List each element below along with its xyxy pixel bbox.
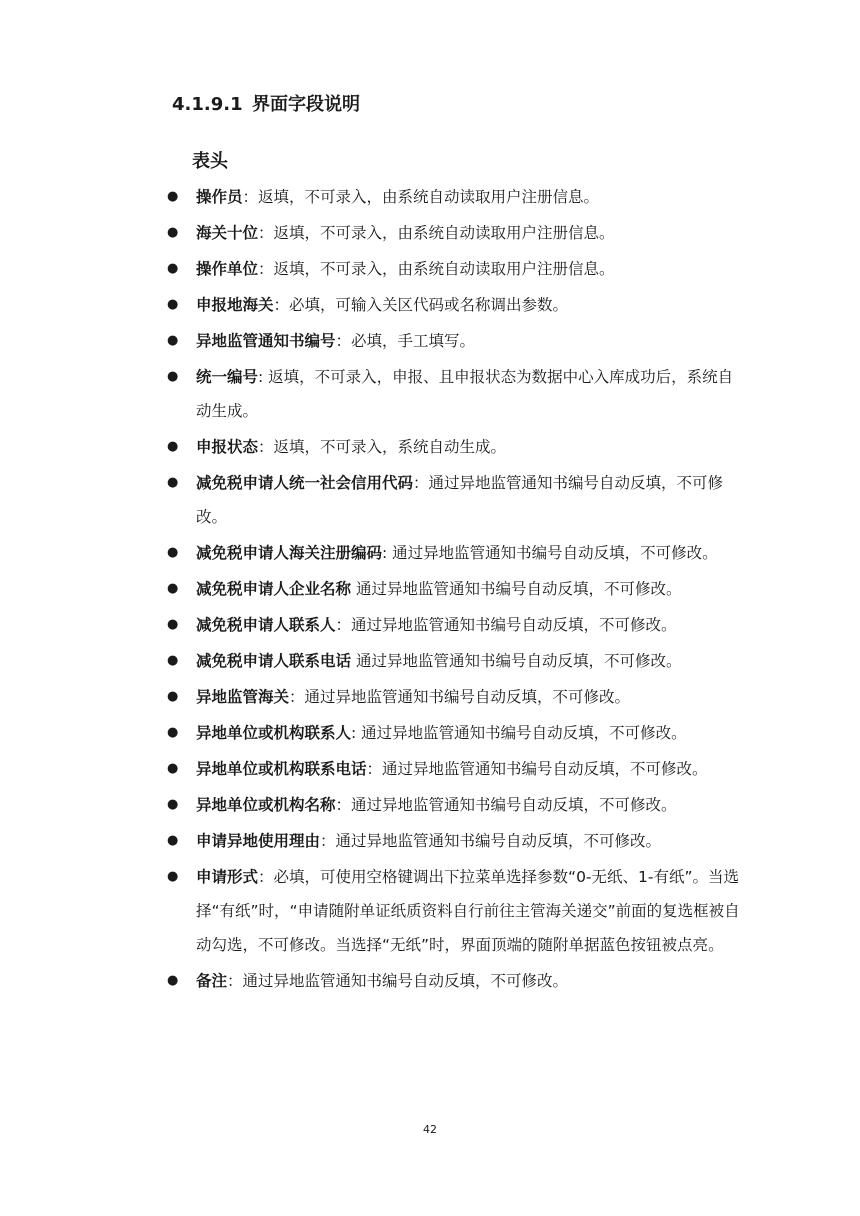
list-item (167, 252, 741, 286)
bullet-icon: ● (167, 261, 179, 276)
field-description: 通过异地监管通知书编号自动反填，不可修改。 (242, 972, 569, 990)
field-label: 异地监管海关 (196, 688, 290, 706)
list-item (167, 216, 741, 250)
field-label: 异地监管通知书编号 (196, 332, 336, 350)
field-description: 通过异地监管通知书编号自动反填，不可修改。 (355, 580, 682, 598)
field-separator: ： (258, 260, 274, 278)
bullet-icon: ● (167, 617, 179, 632)
field-separator: ： (335, 332, 352, 350)
field-description: 通过异地监管通知书编号自动反填，不可修改。 (304, 688, 631, 706)
bullet-icon: ● (167, 545, 179, 560)
field-separator: ： (413, 474, 429, 492)
list-item (167, 360, 741, 428)
subheading: 表头 (192, 151, 228, 172)
field-description: 通过异地监管通知书编号自动反填，不可修改。 (351, 616, 677, 634)
list-item (167, 964, 741, 998)
bullet-icon: ● (167, 439, 179, 454)
list-item (167, 180, 741, 214)
field-label: 统一编号 (196, 368, 259, 386)
list-item (167, 860, 741, 962)
field-label: 海关十位 (196, 224, 259, 242)
bullet-icon: ● (167, 297, 179, 312)
field-label: 减免税申请人企业名称 (196, 580, 352, 598)
field-description: 通过异地监管通知书编号自动反填，不可修改。 (382, 760, 708, 778)
bullet-icon: ● (167, 189, 179, 204)
bullet-icon: ● (167, 581, 179, 596)
field-label: 减免税申请人联系电话 (196, 652, 352, 670)
field-description: 通过异地监管通知书编号自动反填，不可修改。 (355, 652, 682, 670)
field-separator: : (382, 544, 393, 562)
bullet-icon: ● (167, 761, 179, 776)
field-separator: ： (289, 688, 305, 706)
field-separator: ： (366, 760, 383, 778)
field-description: 返填，不可录入，由系统自动读取用户注册信息。 (273, 224, 615, 242)
field-description: 返填，不可录入，由系统自动读取用户注册信息。 (273, 260, 615, 278)
field-separator: : (258, 368, 269, 386)
field-separator: ： (335, 616, 352, 634)
field-label: 操作单位 (196, 260, 259, 278)
field-description: 必填，可使用空格键调出下拉菜单选择参数“0-无纸、1-有纸”。当选择“有纸”时，“申请随附单证纸质资料自行前往主管海关递交”前面的复选框被自动勾选，不可修改。当选择“无纸”时，界面顶端的随附单据蓝色按钮被点亮。 (196, 868, 740, 954)
field-label: 减免税申请人联系人 (196, 616, 336, 634)
list-item (167, 788, 741, 822)
field-label: 减免税申请人统一社会信用代码 (196, 474, 414, 492)
bullet-icon: ● (167, 833, 179, 848)
list-item (167, 572, 741, 606)
field-separator: ： (335, 796, 352, 814)
field-description: 通过异地监管通知书编号自动反填，不可修改。 (351, 796, 677, 814)
field-description: 通过异地监管通知书编号自动反填，不可修改。 (196, 474, 724, 526)
bullet-icon: ● (167, 725, 179, 740)
field-label: 异地单位或机构联系电话 (196, 760, 367, 778)
section-heading (172, 90, 360, 116)
field-description: 必填，可输入关区代码或名称调出参数。 (289, 296, 569, 314)
field-separator: ： (258, 438, 274, 456)
bullet-icon: ● (167, 475, 179, 490)
bullet-icon: ● (167, 225, 179, 240)
field-label: 申请异地使用理由 (196, 832, 321, 850)
field-list (0, 180, 860, 1000)
field-separator: ： (258, 224, 274, 242)
field-label: 申报状态 (196, 438, 259, 456)
field-label: 异地单位或机构联系人 (196, 724, 352, 742)
list-item (167, 680, 741, 714)
field-label: 备注 (196, 972, 228, 990)
list-item (167, 536, 741, 570)
bullet-icon: ● (167, 869, 179, 884)
field-description: 返填，不可录入，系统自动生成。 (273, 438, 507, 456)
bullet-icon: ● (167, 689, 179, 704)
section-number: 4.1.9.1 (172, 94, 243, 115)
field-separator: ： (242, 188, 259, 206)
field-label: 申报地海关 (196, 296, 274, 314)
list-item (167, 288, 741, 322)
field-description: 通过异地监管通知书编号自动反填，不可修改。 (361, 724, 687, 742)
field-separator: ： (258, 868, 274, 886)
list-item (167, 430, 741, 464)
field-description: 通过异地监管通知书编号自动反填，不可修改。 (392, 544, 718, 562)
list-item (167, 608, 741, 642)
bullet-icon: ● (167, 369, 179, 384)
field-description: 通过异地监管通知书编号自动反填，不可修改。 (335, 832, 662, 850)
bullet-icon: ● (167, 333, 179, 348)
page-number: 42 (423, 1123, 437, 1136)
list-item (167, 752, 741, 786)
field-separator: ： (320, 832, 336, 850)
bullet-icon: ● (167, 653, 179, 668)
list-item (167, 466, 741, 534)
section-title: 界面字段说明 (252, 94, 360, 115)
field-description: 必填，手工填写。 (351, 332, 476, 350)
field-separator: ： (273, 296, 290, 314)
field-separator: ： (227, 972, 243, 990)
bullet-icon: ● (167, 973, 179, 988)
list-item (167, 716, 741, 750)
list-item (167, 824, 741, 858)
list-item (167, 644, 741, 678)
field-description: 返填，不可录入，由系统自动读取用户注册信息。 (258, 188, 600, 206)
field-label: 操作员 (196, 188, 243, 206)
field-label: 减免税申请人海关注册编码 (196, 544, 383, 562)
field-separator: : (351, 724, 362, 742)
bullet-icon: ● (167, 797, 179, 812)
field-description: 返填，不可录入，申报、且申报状态为数据中心入库成功后，系统自动生成。 (196, 368, 734, 420)
list-item (167, 324, 741, 358)
field-label: 申请形式 (196, 868, 259, 886)
field-label: 异地单位或机构名称 (196, 796, 336, 814)
